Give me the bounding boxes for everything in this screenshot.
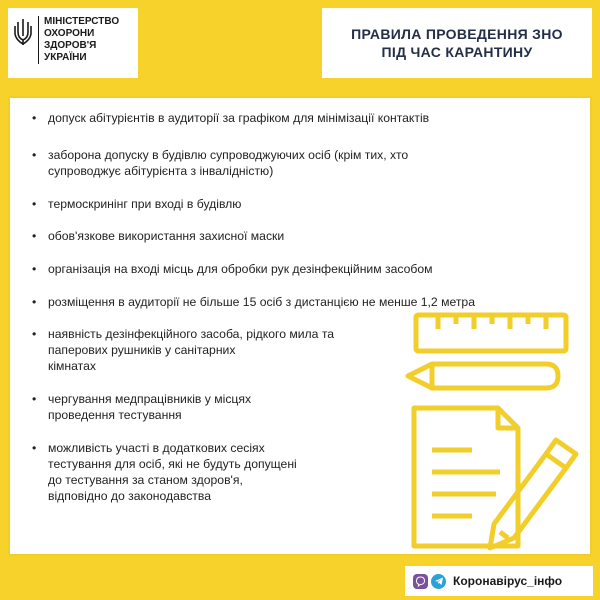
rule-text-line: допуск абітурієнтів в аудиторії за графіком для мінімізації контактів (48, 111, 430, 125)
document-icon (414, 408, 518, 546)
rule-text-line: чергування медпрацівників у місцях (48, 392, 252, 406)
rule-text-line: обов'язкове використання захисної маски (48, 229, 285, 243)
bullet: • (32, 111, 37, 125)
pen-icon (490, 440, 576, 548)
ministry-name (38, 16, 119, 64)
rule-text-line: кімнатах (48, 359, 96, 373)
rule-text-line: тестування для осіб, які не будуть допущені (48, 457, 297, 471)
bullet: • (32, 392, 37, 406)
bullet: • (32, 229, 37, 243)
rule-text-line: супроводжує абітурієнта з інвалідністю) (48, 164, 274, 178)
bullet: • (32, 262, 37, 276)
bullet: • (32, 295, 37, 309)
stationery-illustration (396, 312, 581, 552)
page-title (322, 8, 592, 78)
bullet: • (32, 441, 37, 455)
rule-text-line: розміщення в аудиторії не більше 15 осіб з дистанцією не менше 1,2 метра (48, 295, 475, 309)
rule-text-line: до тестування за станом здоров'я, (48, 473, 243, 487)
rule-text-line: проведення тестування (48, 408, 182, 422)
bullet: • (32, 197, 37, 211)
ministry-logo (8, 8, 138, 78)
bullet: • (32, 327, 37, 341)
rule-text-line: відповідно до законодавства (48, 489, 212, 503)
ministry-line: ОХОРОНИ (44, 28, 95, 39)
rules-card (8, 96, 592, 556)
rule-text-line: наявність дезінфекційного засоба, рідкого мила та (48, 327, 335, 341)
footer-badge (405, 566, 593, 596)
ministry-line: УКРАЇНИ (44, 52, 87, 63)
ministry-line: ЗДОРОВ'Я (44, 40, 97, 51)
trident-icon (14, 18, 32, 46)
footer-channel-name: Коронавірус_інфо (453, 574, 563, 588)
title-line: ПРАВИЛА ПРОВЕДЕННЯ ЗНО (351, 26, 563, 42)
rule-text-line: можливість участі в додаткових сесіях (48, 441, 265, 455)
bullet: • (32, 148, 37, 162)
ruler-icon (416, 315, 566, 351)
rule-text-line: термоскринінг при вході в будівлю (48, 197, 242, 211)
viber-icon (413, 574, 428, 589)
rule-text-line: паперових рушників у санітарних (48, 343, 236, 357)
telegram-icon (431, 574, 446, 589)
ministry-line: МІНІСТЕРСТВО (44, 16, 120, 27)
pencil-icon (408, 364, 558, 388)
title-line: ПІД ЧАС КАРАНТИНУ (381, 44, 533, 60)
rule-text-line: організація на вході місць для обробки рук дезінфекційним засобом (48, 262, 433, 276)
rule-text-line: заборона допуску в будівлю супроводжуючих осіб (крім тих, хто (48, 148, 409, 162)
